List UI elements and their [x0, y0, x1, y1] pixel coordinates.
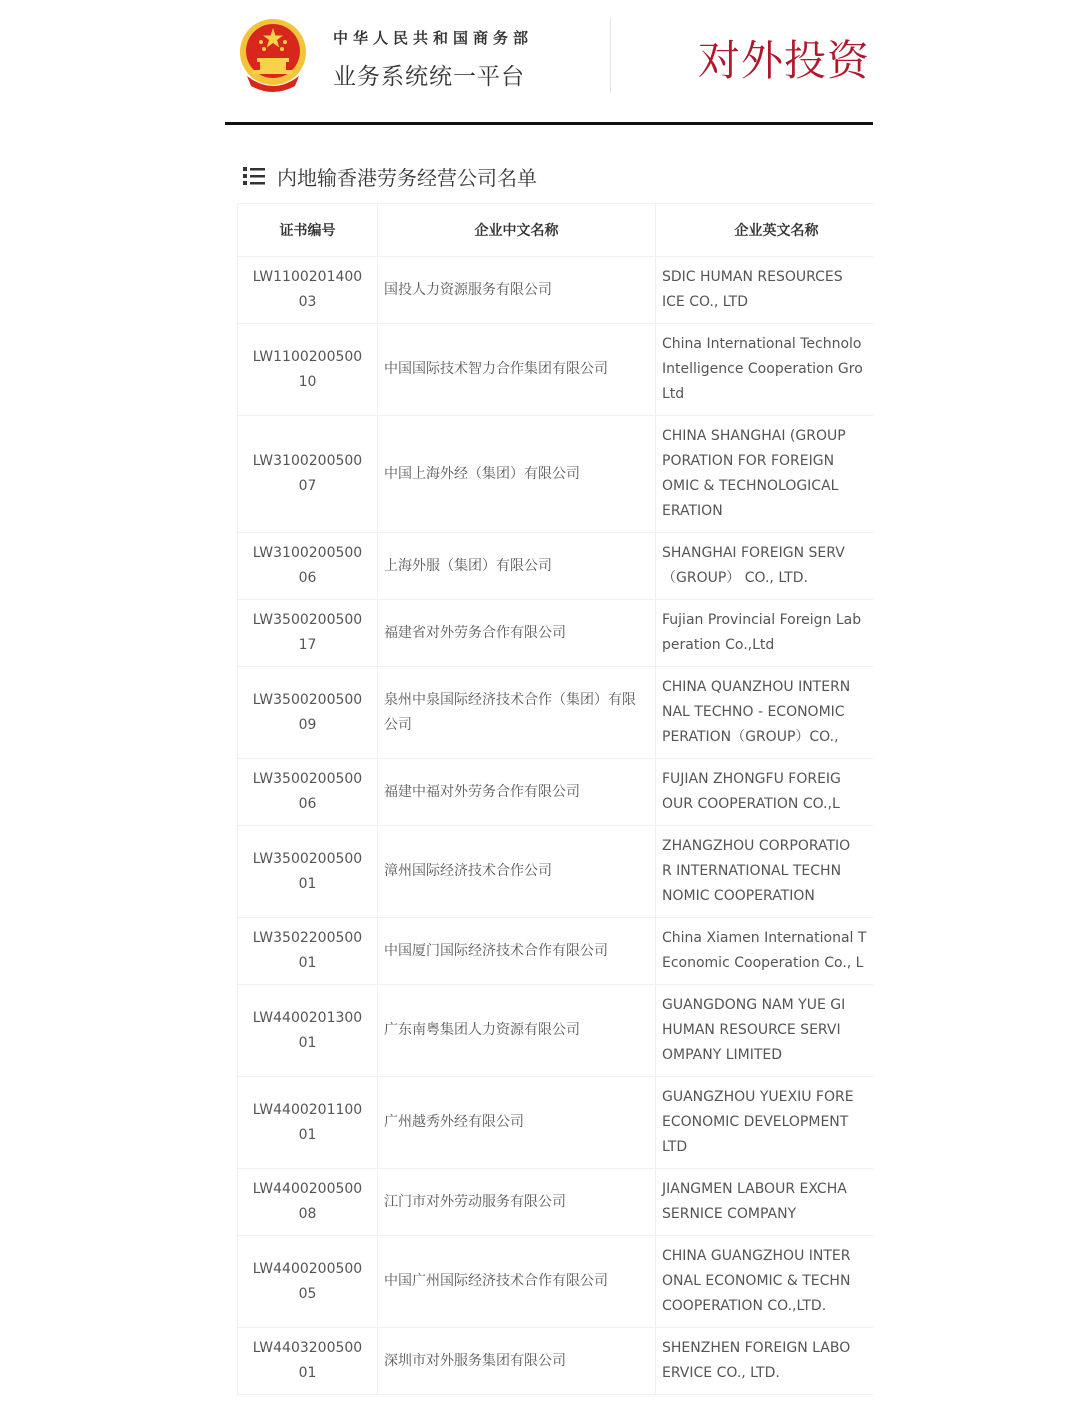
- company-en-name-line: Intelligence Cooperation Gro: [662, 361, 863, 377]
- cert-number: [238, 918, 378, 985]
- company-en-name: [656, 257, 874, 324]
- company-en-name: [656, 1236, 874, 1328]
- company-cn-name: 中国厦门国际经济技术合作有限公司: [378, 918, 656, 985]
- list-title: 内地输香港劳务经营公司名单: [277, 165, 537, 190]
- table-row: [238, 826, 874, 918]
- company-cn-name: 江门市对外劳动服务有限公司: [378, 1169, 656, 1236]
- company-en-name-line: ZHANGZHOU CORPORATIO: [662, 838, 851, 854]
- company-en-name-line: ERATION: [662, 503, 723, 519]
- company-en-name-line: ONAL ECONOMIC & TECHN: [662, 1273, 851, 1289]
- company-en-name-line: Economic Cooperation Co., L: [662, 955, 864, 971]
- company-en-name: [656, 759, 874, 826]
- cert-number: [238, 1169, 378, 1236]
- table-row: [238, 1328, 874, 1395]
- table-row: [238, 918, 874, 985]
- section-title: 对外投资: [697, 36, 870, 85]
- cert-number-line: LW3100200500: [252, 453, 363, 469]
- cert-number-line: 07: [298, 478, 317, 494]
- cert-number-line: LW4403200500: [252, 1340, 363, 1356]
- company-en-name-line: PERATION（GROUP）CO.,: [662, 729, 839, 745]
- table-row: [238, 1169, 874, 1236]
- table-row: [238, 600, 874, 667]
- company-en-name-line: COOPERATION CO.,LTD.: [662, 1298, 827, 1314]
- cert-number-line: LW4400200500: [252, 1260, 363, 1277]
- cert-number-line: 01: [298, 1365, 317, 1381]
- list-heading: [243, 160, 537, 192]
- company-en-name-line: SHENZHEN FOREIGN LABO: [662, 1340, 851, 1356]
- cert-number-line: 17: [298, 637, 317, 653]
- ministry-name: 中华人民共和国商务部: [333, 29, 534, 47]
- company-en-name-line: Fujian Provincial Foreign Lab: [662, 612, 862, 628]
- cert-number: [238, 257, 378, 324]
- company-en-name: [656, 600, 874, 667]
- company-en-name-line: China International Technolo: [662, 336, 862, 352]
- company-en-name-line: ECONOMIC DEVELOPMENT: [662, 1114, 849, 1130]
- company-cn-name: 国投人力资源服务有限公司: [378, 257, 656, 324]
- cert-number-line: 10: [298, 373, 317, 390]
- cert-number-line: LW4400201100: [252, 1101, 363, 1118]
- company-en-name-line: NAL TECHNO - ECONOMIC: [662, 704, 845, 720]
- company-en-name-line: LTD: [662, 1139, 688, 1155]
- company-cn-name: 中国广州国际经济技术合作有限公司: [378, 1236, 656, 1328]
- company-en-name-line: GUANGZHOU YUEXIU FORE: [662, 1089, 854, 1105]
- table-row: [238, 324, 874, 416]
- company-en-name: [656, 985, 874, 1077]
- company-en-name-line: OMPANY LIMITED: [662, 1047, 783, 1063]
- company-en-name: [656, 533, 874, 600]
- company-en-name-line: GUANGDONG NAM YUE GI: [662, 997, 846, 1013]
- company-table: [237, 203, 873, 1395]
- company-cn-name: 福建中福对外劳务合作有限公司: [378, 759, 656, 826]
- site-header: [225, 0, 873, 126]
- table-row: [238, 985, 874, 1077]
- table-row: [238, 667, 874, 759]
- company-en-name: [656, 324, 874, 416]
- company-en-name-line: OUR COOPERATION CO.,L: [662, 796, 840, 812]
- company-en-name-line: CHINA GUANGZHOU INTER: [662, 1248, 851, 1264]
- cert-number-line: 01: [298, 1126, 317, 1143]
- cert-number-line: 01: [298, 875, 317, 892]
- cert-number-line: 09: [298, 716, 317, 733]
- cert-number-line: 08: [298, 1206, 317, 1222]
- cert-number-line: LW3100200500: [252, 545, 363, 561]
- company-cn-name: 广东南粤集团人力资源有限公司: [378, 985, 656, 1077]
- cert-number: [238, 533, 378, 600]
- cert-number: [238, 324, 378, 416]
- cert-number: [238, 416, 378, 533]
- cert-number: [238, 600, 378, 667]
- cert-number: [238, 1236, 378, 1328]
- table-row: [238, 1077, 874, 1169]
- company-en-name-line: SHANGHAI FOREIGN SERV: [662, 545, 845, 561]
- cert-number: [238, 667, 378, 759]
- company-en-name: [656, 1169, 874, 1236]
- cert-number-line: LW3500200500: [252, 612, 363, 628]
- company-en-name: [656, 416, 874, 533]
- company-en-name-line: SERNICE COMPANY: [662, 1206, 797, 1222]
- company-cn-name: 中国上海外经（集团）有限公司: [378, 416, 656, 533]
- company-cn-name: 漳州国际经济技术合作公司: [378, 826, 656, 918]
- cert-number-line: LW4400201300: [252, 1009, 363, 1026]
- list-icon: [243, 166, 265, 186]
- company-en-name: [656, 667, 874, 759]
- company-en-name-line: OMIC & TECHNOLOGICAL: [662, 478, 839, 494]
- cert-number: [238, 1328, 378, 1395]
- cert-number-line: 01: [298, 1034, 317, 1051]
- cert-number: [238, 759, 378, 826]
- company-en-name: [656, 1328, 874, 1395]
- company-table-container: [237, 203, 873, 1395]
- company-en-name: [656, 918, 874, 985]
- cert-number: [238, 985, 378, 1077]
- column-header-en-name: 企业英文名称: [656, 204, 874, 257]
- table-row: [238, 257, 874, 324]
- company-en-name: [656, 1077, 874, 1169]
- company-en-name-line: China Xiamen International T: [662, 930, 867, 946]
- company-en-name-line: peration Co.,Ltd: [662, 637, 775, 653]
- cert-number-line: LW3500200500: [252, 771, 363, 787]
- company-en-name-line: R INTERNATIONAL TECHN: [662, 863, 842, 879]
- company-en-name-line: JIANGMEN LABOUR EXCHA: [662, 1181, 847, 1197]
- column-header-cn-name: 企业中文名称: [378, 204, 656, 257]
- company-en-name-line: NOMIC COOPERATION: [662, 888, 815, 904]
- company-en-name-line: CHINA SHANGHAI (GROUP: [662, 428, 846, 444]
- company-cn-name: 上海外服（集团）有限公司: [378, 533, 656, 600]
- platform-name: 业务系统统一平台: [333, 64, 525, 90]
- national-emblem-icon: [237, 18, 309, 94]
- cert-number: [238, 1077, 378, 1169]
- table-row: [238, 759, 874, 826]
- company-en-name-line: ERVICE CO., LTD.: [662, 1365, 780, 1381]
- company-cn-name: 中国国际技术智力合作集团有限公司: [378, 324, 656, 416]
- table-row: [238, 416, 874, 533]
- cert-number-line: LW1100201400: [252, 269, 363, 285]
- header-rule: [225, 122, 873, 125]
- cert-number-line: LW4400200500: [252, 1181, 363, 1197]
- table-row: [238, 1236, 874, 1328]
- cert-number-line: LW3500200500: [252, 850, 363, 867]
- cert-number-line: 01: [298, 955, 317, 971]
- company-en-name-line: HUMAN RESOURCE SERVI: [662, 1022, 841, 1038]
- company-en-name: [656, 826, 874, 918]
- cert-number-line: 06: [298, 570, 317, 586]
- cert-number-line: LW3502200500: [252, 930, 363, 946]
- company-en-name-line: Ltd: [662, 386, 685, 402]
- cert-number-line: 03: [298, 294, 317, 310]
- company-cn-name: 泉州中泉国际经济技术合作（集团）有限公司: [378, 667, 656, 759]
- company-en-name-line: CHINA QUANZHOU INTERN: [662, 679, 851, 695]
- header-divider: [610, 18, 611, 93]
- cert-number-line: LW3500200500: [252, 691, 363, 708]
- cert-number-line: 05: [298, 1285, 317, 1302]
- column-header-cert: 证书编号: [238, 204, 378, 257]
- cert-number-line: LW1100200500: [252, 348, 363, 365]
- company-cn-name: 深圳市对外服务集团有限公司: [378, 1328, 656, 1395]
- company-en-name-line: SDIC HUMAN RESOURCES: [662, 269, 843, 285]
- cert-number-line: 06: [298, 796, 317, 812]
- company-cn-name: 福建省对外劳务合作有限公司: [378, 600, 656, 667]
- company-cn-name: 广州越秀外经有限公司: [378, 1077, 656, 1169]
- cert-number: [238, 826, 378, 918]
- table-row: [238, 533, 874, 600]
- company-en-name-line: FUJIAN ZHONGFU FOREIG: [662, 771, 841, 787]
- company-en-name-line: ICE CO., LTD: [662, 294, 748, 310]
- company-en-name-line: PORATION FOR FOREIGN: [662, 453, 835, 469]
- company-en-name-line: （GROUP） CO., LTD.: [662, 570, 808, 586]
- table-header-row: [238, 204, 874, 257]
